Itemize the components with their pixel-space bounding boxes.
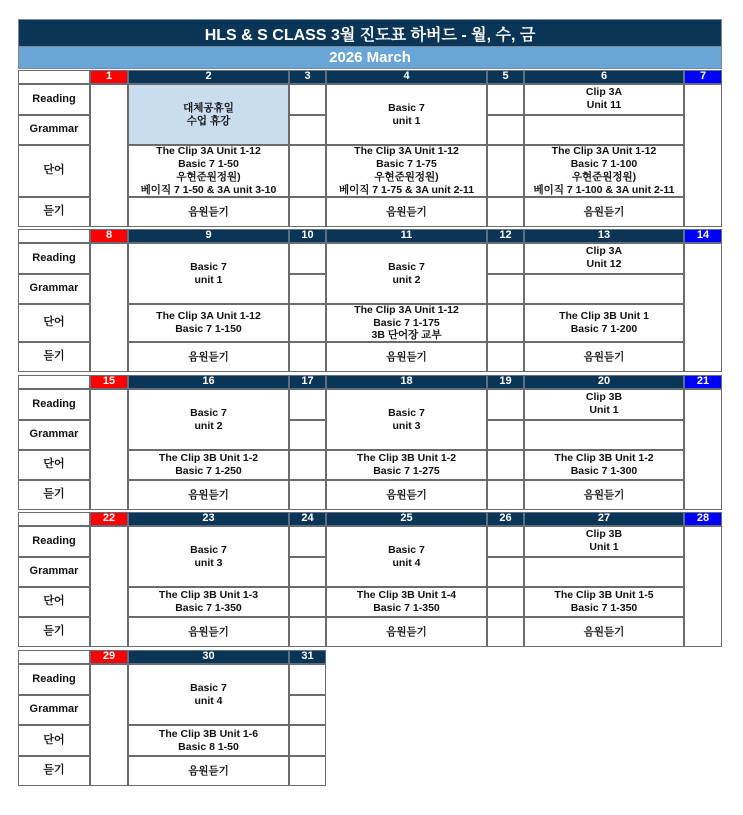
lesson-cell: Basic 7 unit 3 xyxy=(326,389,487,450)
date-header: 18 xyxy=(326,375,487,389)
date-header: 5 xyxy=(487,70,524,84)
date-header: 7 xyxy=(684,70,722,84)
date-header: 2 xyxy=(128,70,289,84)
blank-cell xyxy=(487,557,524,587)
date-header: 11 xyxy=(326,229,487,243)
blank-cell xyxy=(487,145,524,197)
date-header: 24 xyxy=(289,512,326,526)
blank-cell xyxy=(289,389,326,420)
words-cell: The Clip 3B Unit 1-2 Basic 7 1-275 xyxy=(326,450,487,480)
blank-cell xyxy=(289,526,326,557)
grammar-cell xyxy=(524,420,684,450)
holiday-cell: 대체공휴일 수업 휴강 xyxy=(128,84,289,145)
blank-cell xyxy=(289,557,326,587)
date-header: 16 xyxy=(128,375,289,389)
row-label-words: 단어 xyxy=(18,304,90,342)
saturday-cell xyxy=(684,84,722,227)
row-label-grammar: Grammar xyxy=(18,557,90,587)
blank-cell xyxy=(487,342,524,372)
date-header: 31 xyxy=(289,650,326,664)
page-title: HLS & S CLASS 3월 진도표 하버드 - 월, 수, 금 xyxy=(18,19,722,47)
row-label-reading: Reading xyxy=(18,526,90,557)
row-label-words: 단어 xyxy=(18,145,90,197)
listening-cell: 음원듣기 xyxy=(524,480,684,510)
blank-cell xyxy=(289,695,326,725)
blank-cell xyxy=(487,420,524,450)
date-header: 21 xyxy=(684,375,722,389)
date-header: 15 xyxy=(90,375,128,389)
words-cell: The Clip 3A Unit 1-12 Basic 7 1-75 우현준원정원) 베이직 7 1-75 & 3A unit 2-11 xyxy=(326,145,487,197)
date-header: 26 xyxy=(487,512,524,526)
blank-cell xyxy=(487,389,524,420)
row-label-reading: Reading xyxy=(18,84,90,115)
listening-cell: 음원듣기 xyxy=(326,617,487,647)
saturday-cell xyxy=(684,526,722,647)
reading-cell: Clip 3A Unit 11 xyxy=(524,84,684,115)
week-header-blank xyxy=(18,70,90,84)
words-cell: The Clip 3B Unit 1-6 Basic 8 1-50 xyxy=(128,725,289,756)
sunday-cell xyxy=(90,664,128,786)
reading-cell: Clip 3B Unit 1 xyxy=(524,389,684,420)
reading-cell: Clip 3A Unit 12 xyxy=(524,243,684,274)
date-header: 3 xyxy=(289,70,326,84)
date-header: 1 xyxy=(90,70,128,84)
week-header-blank xyxy=(18,512,90,526)
listening-cell: 음원듣기 xyxy=(524,617,684,647)
sunday-cell xyxy=(90,243,128,372)
listening-cell: 음원듣기 xyxy=(326,342,487,372)
blank-cell xyxy=(487,84,524,115)
date-header: 17 xyxy=(289,375,326,389)
row-label-grammar: Grammar xyxy=(18,115,90,145)
listening-cell: 음원듣기 xyxy=(524,197,684,227)
lesson-cell: Basic 7 unit 1 xyxy=(128,243,289,304)
lesson-cell: Basic 7 unit 3 xyxy=(128,526,289,587)
blank-cell xyxy=(289,342,326,372)
row-label-listening: 듣기 xyxy=(18,756,90,786)
blank-cell xyxy=(487,197,524,227)
date-header: 9 xyxy=(128,229,289,243)
listening-cell: 음원듣기 xyxy=(128,756,289,786)
date-header: 12 xyxy=(487,229,524,243)
sunday-cell xyxy=(90,84,128,227)
grammar-cell xyxy=(524,274,684,304)
blank-cell xyxy=(289,725,326,756)
words-cell: The Clip 3B Unit 1-2 Basic 7 1-300 xyxy=(524,450,684,480)
lesson-cell: Basic 7 unit 2 xyxy=(326,243,487,304)
row-label-listening: 듣기 xyxy=(18,197,90,227)
lesson-cell: Basic 7 unit 4 xyxy=(326,526,487,587)
grammar-cell xyxy=(524,115,684,145)
listening-cell: 음원듣기 xyxy=(326,197,487,227)
listening-cell: 음원듣기 xyxy=(128,617,289,647)
blank-cell xyxy=(289,756,326,786)
blank-cell xyxy=(487,243,524,274)
date-header: 28 xyxy=(684,512,722,526)
listening-cell: 음원듣기 xyxy=(128,342,289,372)
month-bar: 2026 March xyxy=(18,47,722,69)
saturday-cell xyxy=(684,243,722,372)
schedule-table xyxy=(18,19,722,789)
blank-cell xyxy=(487,274,524,304)
blank-cell xyxy=(289,587,326,617)
words-cell: The Clip 3A Unit 1-12 Basic 7 1-100 우현준원정원) 베이직 7 1-100 & 3A unit 2-11 xyxy=(524,145,684,197)
date-header: 4 xyxy=(326,70,487,84)
reading-cell: Clip 3B Unit 1 xyxy=(524,526,684,557)
sunday-cell xyxy=(90,389,128,510)
sunday-cell xyxy=(90,526,128,647)
blank-cell xyxy=(289,84,326,115)
blank-cell xyxy=(289,664,326,695)
blank-cell xyxy=(487,617,524,647)
date-header: 30 xyxy=(128,650,289,664)
words-cell: The Clip 3B Unit 1-5 Basic 7 1-350 xyxy=(524,587,684,617)
words-cell: The Clip 3A Unit 1-12 Basic 7 1-150 xyxy=(128,304,289,342)
row-label-reading: Reading xyxy=(18,664,90,695)
blank-cell xyxy=(487,526,524,557)
row-label-listening: 듣기 xyxy=(18,342,90,372)
date-header: 23 xyxy=(128,512,289,526)
blank-cell xyxy=(487,450,524,480)
words-cell: The Clip 3B Unit 1-4 Basic 7 1-350 xyxy=(326,587,487,617)
date-header: 27 xyxy=(524,512,684,526)
lesson-cell: Basic 7 unit 1 xyxy=(326,84,487,145)
blank-cell xyxy=(289,274,326,304)
date-header: 6 xyxy=(524,70,684,84)
row-label-grammar: Grammar xyxy=(18,420,90,450)
date-header: 14 xyxy=(684,229,722,243)
saturday-cell xyxy=(684,389,722,510)
row-label-grammar: Grammar xyxy=(18,274,90,304)
grammar-cell xyxy=(524,557,684,587)
date-header: 25 xyxy=(326,512,487,526)
blank-cell xyxy=(289,243,326,274)
blank-cell xyxy=(487,304,524,342)
words-cell: The Clip 3B Unit 1-2 Basic 7 1-250 xyxy=(128,450,289,480)
row-label-words: 단어 xyxy=(18,450,90,480)
lesson-cell: Basic 7 unit 4 xyxy=(128,664,289,725)
row-label-words: 단어 xyxy=(18,725,90,756)
row-label-reading: Reading xyxy=(18,389,90,420)
listening-cell: 음원듣기 xyxy=(524,342,684,372)
blank-cell xyxy=(487,115,524,145)
blank-cell xyxy=(289,617,326,647)
blank-cell xyxy=(487,587,524,617)
words-cell: The Clip 3B Unit 1 Basic 7 1-200 xyxy=(524,304,684,342)
blank-cell xyxy=(289,450,326,480)
week-header-blank xyxy=(18,229,90,243)
row-label-reading: Reading xyxy=(18,243,90,274)
date-header: 13 xyxy=(524,229,684,243)
blank-cell xyxy=(289,480,326,510)
blank-cell xyxy=(289,304,326,342)
listening-cell: 음원듣기 xyxy=(128,197,289,227)
date-header: 10 xyxy=(289,229,326,243)
listening-cell: 음원듣기 xyxy=(128,480,289,510)
blank-cell xyxy=(289,145,326,197)
listening-cell: 음원듣기 xyxy=(326,480,487,510)
blank-cell xyxy=(289,420,326,450)
week-header-blank xyxy=(18,375,90,389)
week-header-blank xyxy=(18,650,90,664)
date-header: 22 xyxy=(90,512,128,526)
date-header: 19 xyxy=(487,375,524,389)
blank-cell xyxy=(289,115,326,145)
row-label-grammar: Grammar xyxy=(18,695,90,725)
words-cell: The Clip 3B Unit 1-3 Basic 7 1-350 xyxy=(128,587,289,617)
words-cell: The Clip 3A Unit 1-12 Basic 7 1-50 우현준원정원) 베이직 7 1-50 & 3A unit 3-10 xyxy=(128,145,289,197)
words-cell: The Clip 3A Unit 1-12 Basic 7 1-175 3B 단어장 교부 xyxy=(326,304,487,342)
row-label-listening: 듣기 xyxy=(18,617,90,647)
row-label-listening: 듣기 xyxy=(18,480,90,510)
date-header: 29 xyxy=(90,650,128,664)
row-label-words: 단어 xyxy=(18,587,90,617)
date-header: 8 xyxy=(90,229,128,243)
lesson-cell: Basic 7 unit 2 xyxy=(128,389,289,450)
date-header: 20 xyxy=(524,375,684,389)
blank-cell xyxy=(289,197,326,227)
blank-cell xyxy=(487,480,524,510)
